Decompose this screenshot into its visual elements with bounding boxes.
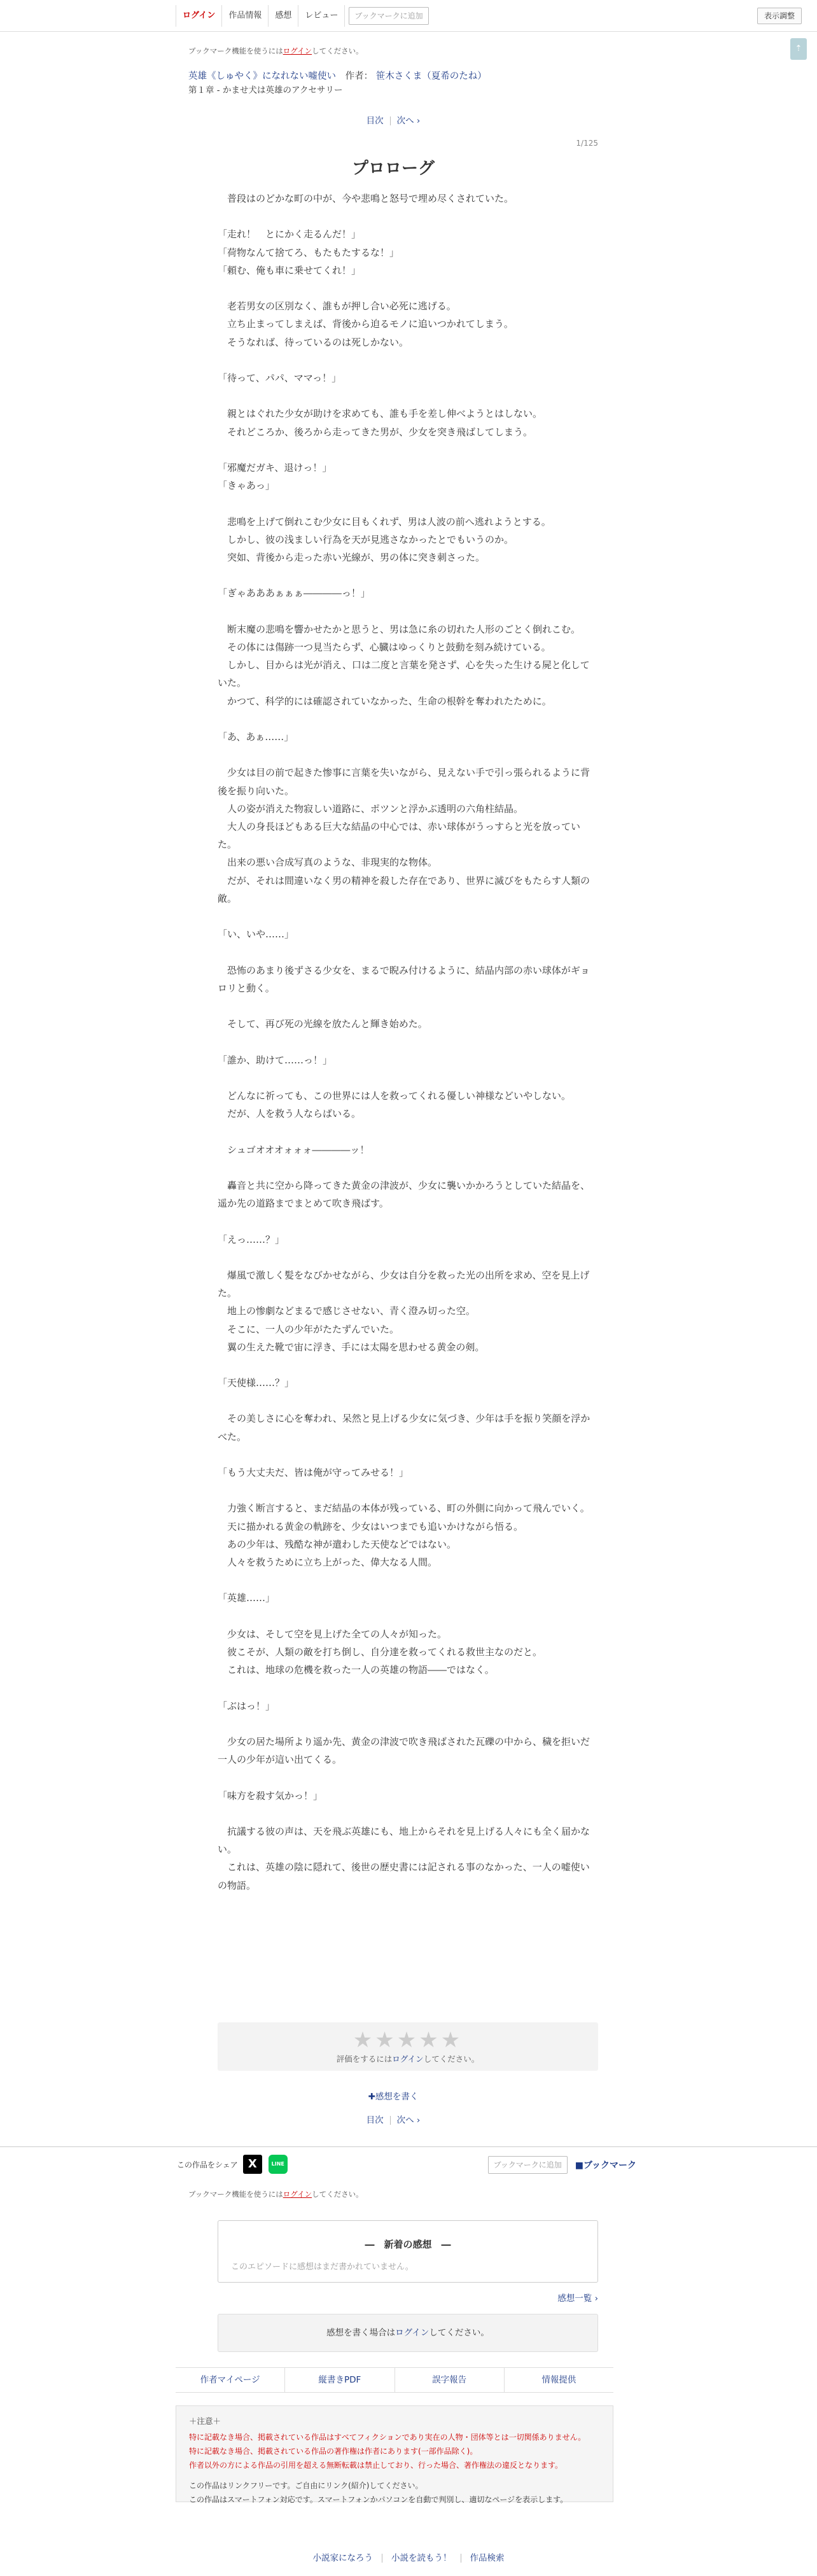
toc-link-bottom[interactable]: 目次: [366, 2115, 384, 2125]
body-paragraph: 出来の悪い合成写真のような、非現実的な物体。: [218, 857, 438, 869]
rating-login-notice: [218, 2053, 598, 2064]
body-paragraph: 「味方を殺す気かっ！」: [218, 1789, 323, 1802]
novel-body: [218, 190, 598, 1894]
body-paragraph: 「邪魔だガキ、退けっ！」: [218, 461, 332, 473]
body-paragraph: だが、人を救う人ならばいる。: [218, 1108, 361, 1120]
body-paragraph: 「えっ……？」: [218, 1233, 285, 1245]
body-paragraph: [218, 441, 598, 459]
body-paragraph: [218, 1446, 598, 1464]
rating-login-link[interactable]: ログイン: [392, 2054, 424, 2064]
body-paragraph: [218, 494, 598, 512]
body-paragraph: 「頼む、俺も車に乗せてくれ！」: [218, 264, 361, 276]
body-paragraph: 「もう大丈夫だ、皆は俺が守ってみせる！」: [218, 1467, 409, 1479]
body-paragraph: 老若男女の区別なく、誰もが押し合い必死に逃げる。: [218, 300, 456, 312]
body-paragraph: そこに、一人の少年がたたずんでいた。: [218, 1323, 400, 1335]
footer-links: [0, 2551, 817, 2563]
share-bar: [177, 2155, 288, 2174]
body-paragraph: そして、再び死の光線を放たんと輝き始めた。: [218, 1018, 428, 1030]
next-link-bottom[interactable]: 次へ ›: [396, 2115, 421, 2125]
body-paragraph: 少女は、そして空を見上げた全ての人々が知った。: [218, 1628, 447, 1640]
body-paragraph: しかし、目からは光が消え、口は二度と言葉を発さず、心を失った生ける屍と化していた。: [218, 659, 590, 689]
body-paragraph: 彼こそが、人類の敵を打ち倒し、自分達を救ってくれる救世主なのだと。: [218, 1646, 543, 1658]
body-paragraph: [218, 387, 598, 405]
body-paragraph: これは、地球の危機を救った一人の英雄の物語――ではなく。: [218, 1664, 494, 1676]
body-paragraph: 普段はのどかな町の中が、今や悲鳴と怒号で埋め尽くされていた。: [218, 193, 514, 204]
body-paragraph: 恐怖のあまり後ずさる少女を、まるで睨み付けるように、結晶内部の赤い球体がギョロリと動く。: [218, 964, 590, 994]
notice-text: ブックマーク機能を使うには: [188, 46, 283, 55]
body-paragraph: 翼の生えた靴で宙に浮き、手には太陽を思わせる黄金の剣。: [218, 1341, 485, 1353]
write-impression-link[interactable]: ✚感想を書く: [368, 2092, 419, 2102]
body-paragraph: [218, 746, 598, 764]
novel-title-link[interactable]: 英雄《しゅやく》になれない嘘使い: [188, 71, 336, 81]
notice2-login-link[interactable]: ログイン: [283, 2190, 312, 2199]
body-paragraph: 突如、背後から走った赤い光線が、男の体に突き刺さった。: [218, 551, 485, 563]
caution-gray-line: この作品はリンクフリーです。ご自由にリンク(紹介)してください。: [189, 2481, 423, 2490]
body-paragraph: 少女は目の前で起きた惨事に言葉を失いながら、見えない手で引っ張られるように背後を振り向いた。: [218, 767, 590, 797]
pager-bottom: [188, 2113, 598, 2125]
body-paragraph: 轟音と共に空から降ってきた黄金の津波が、少女に襲いかかろうとしていた結晶を、遥か先の道路までまとめて吹き飛ばす。: [218, 1179, 590, 1210]
body-paragraph: [218, 1356, 598, 1374]
body-paragraph: 人々を救うために立ち上がった、偉大なる人間。: [218, 1557, 438, 1569]
line-share-icon[interactable]: LINE: [269, 2155, 288, 2174]
footer-link-narou[interactable]: 小説家になろう: [312, 2553, 373, 2563]
bookmark-add-button-bottom[interactable]: ブックマークに追加: [488, 2156, 568, 2174]
writebox-text-end: してください。: [429, 2328, 489, 2338]
body-paragraph: [218, 1033, 598, 1051]
body-paragraph: 「天使様……？」: [218, 1377, 295, 1389]
new-impressions-box: [218, 2220, 598, 2283]
notice-login-link[interactable]: ログイン: [283, 46, 312, 55]
pager-top: [188, 113, 598, 126]
body-paragraph: 「ぎゃあああぁぁぁ――――っ！」: [218, 587, 370, 599]
caution-red-line: 特に記載なき場合、掲載されている作品の著作権は作者にあります(一部作品除く)。: [189, 2447, 478, 2456]
body-paragraph: [218, 1212, 598, 1230]
share-label: この作品をシェア: [177, 2160, 238, 2169]
body-paragraph: 爆風で激しく髪をなびかせながら、少女は自分を救った光の出所を求め、空を見上げた。: [218, 1269, 590, 1299]
arrow-up-icon: ⇡: [795, 44, 802, 53]
body-paragraph: 少女の居た場所より遥か先、黄金の津波で吹き飛ばされた瓦礫の中から、穢を拒いだ一人の少年が這い出てくる。: [218, 1736, 590, 1766]
body-paragraph: それどころか、後ろから走ってきた男が、少女を突き飛ばしてしまう。: [218, 426, 533, 438]
caution-box: [176, 2405, 613, 2502]
rating-text-end: してください。: [423, 2054, 480, 2064]
chapter-title: 第１章 - かませ犬は英雄のアクセサリー: [188, 85, 343, 95]
body-paragraph: [218, 1249, 598, 1266]
caution-gray-line: この作品はスマートフォン対応です。スマートフォンかパソコンを自動で判別し、適切なページを表示します。: [189, 2495, 568, 2504]
body-paragraph: [218, 1123, 598, 1140]
bookmark-login-notice-bottom: [188, 2189, 363, 2199]
top-bar: [0, 0, 817, 32]
body-paragraph: 断末魔の悲鳴を響かせたかと思うと、男は急に糸の切れた人形のごとく倒れこむ。: [218, 623, 581, 635]
body-paragraph: [218, 1159, 598, 1177]
info-provide-link[interactable]: 情報提供: [541, 2375, 576, 2385]
body-paragraph: 「荷物なんて捨てろ、もたもたするな！」: [218, 246, 400, 258]
body-paragraph: 天に描かれる黄金の軌跡を、少女はいつまでも追いかけながら悟る。: [218, 1520, 524, 1532]
page-top-button[interactable]: [790, 38, 807, 60]
bookmark-button[interactable]: ■ブックマーク: [575, 2160, 636, 2171]
write-impression-login-box: [218, 2314, 598, 2352]
body-paragraph: 力強く断言すると、まだ結晶の本体が残っている、町の外側に向かって飛んでいく。: [218, 1502, 590, 1515]
divider: [0, 2146, 817, 2147]
bookmark-login-notice: [188, 46, 363, 56]
body-paragraph: だが、それは間違いなく男の精神を殺した存在であり、世界に滅びをもたらす人類の敵。: [218, 874, 590, 904]
body-paragraph: [218, 943, 598, 961]
body-paragraph: [218, 1715, 598, 1733]
body-paragraph: [218, 907, 598, 925]
caution-red-line: 特に記載なき場合、掲載されている作品はすべてフィクションであり実在の人物・団体等とは一切関係ありません。: [189, 2433, 586, 2442]
body-paragraph: 「待って、パパ、ママっ！」: [218, 372, 342, 384]
body-paragraph: 大人の身長ほどもある巨大な結晶の中心では、赤い球体がうっすらと光を放っていた。: [218, 820, 581, 851]
body-paragraph: [218, 279, 598, 297]
bottom-links: [176, 2367, 613, 2393]
body-paragraph: 人の姿が消えた物寂しい道路に、ポツンと浮かぶ透明の六角柱結晶。: [218, 802, 524, 815]
body-paragraph: [218, 1805, 598, 1823]
bookmark-bar: [488, 2156, 636, 2174]
author-label: 作者：: [345, 71, 374, 81]
episode-title: プロローグ: [351, 159, 435, 178]
body-paragraph: 悲鳴を上げて倒れこむ少女に目もくれず、男は人波の前へ逃れようとする。: [218, 515, 551, 528]
body-paragraph: あの少年は、残酷な神が遣わした天使などではない。: [218, 1538, 457, 1550]
body-paragraph: [218, 997, 598, 1015]
body-paragraph: 「走れ！ とにかく走るんだ！」: [218, 228, 361, 241]
impressions-heading: ― 新着の感想 ―: [365, 2239, 451, 2250]
body-paragraph: [218, 603, 598, 620]
login-link[interactable]: ログイン: [176, 5, 222, 27]
vertical-pdf-link[interactable]: 縦書きPDF: [285, 2368, 395, 2392]
impressions-empty: このエピソードに感想はまだ書かれていません。: [231, 2262, 414, 2272]
page-number: 1/125: [576, 139, 598, 148]
footer-link-yomou[interactable]: 小説を読もう！: [391, 2553, 452, 2563]
body-paragraph: [218, 1392, 598, 1410]
body-paragraph: シュゴオオオォォォ――――ッ！: [218, 1144, 370, 1156]
body-paragraph: 地上の惨劇などまるで感じさせない、青く澄み切った空。: [218, 1305, 475, 1317]
body-paragraph: これは、英雄の陰に隠れて、後世の歴史書には記される事のなかった、一人の嘘使いの物語。: [218, 1861, 590, 1891]
body-paragraph: 「誰か、助けて……っ！」: [218, 1054, 333, 1066]
novel-info-link[interactable]: 作品情報: [222, 5, 269, 27]
toc-link[interactable]: 目次: [366, 116, 384, 126]
rating-text: 評価をするには: [336, 2054, 393, 2064]
body-paragraph: 「あ、あぁ……」: [218, 731, 294, 743]
author-mypage-link[interactable]: 作者マイページ: [176, 2368, 285, 2392]
caution-red-line: 作者以外の方による作品の引用を超える無断転載は禁止しており、行った場合、著作権法の違反となります。: [189, 2461, 563, 2470]
body-paragraph: [218, 1607, 598, 1625]
body-paragraph: 「英雄……」: [218, 1592, 276, 1604]
footer-link-search[interactable]: 作品検索: [470, 2553, 505, 2563]
body-paragraph: [218, 1768, 598, 1786]
notice2-text-end: してください。: [312, 2190, 363, 2199]
body-paragraph: その体には傷跡一つ見当たらず、心臓はゆっくりと鼓動を刻み続けている。: [218, 641, 551, 653]
body-paragraph: [218, 1571, 598, 1589]
novel-header: [188, 69, 487, 82]
bookmark-add-button[interactable]: ブックマークに追加: [349, 7, 428, 25]
body-paragraph: [218, 1069, 598, 1087]
body-paragraph: そうなれば、待っているのは死しかない。: [218, 336, 409, 348]
body-paragraph: しかし、彼の浅ましい行為を天が見逃さなかったとでもいうのか。: [218, 533, 514, 545]
writebox-text: 感想を書く場合は: [326, 2328, 396, 2338]
body-paragraph: 立ち止まってしまえば、背後から迫るモノに追いつかれてしまう。: [218, 318, 513, 330]
body-paragraph: [218, 351, 598, 369]
rating-box: [218, 2022, 598, 2071]
impressions-link[interactable]: 感想: [269, 5, 298, 27]
body-paragraph: [218, 1481, 598, 1499]
body-paragraph: かつて、科学的には確認されていなかった、生命の根幹を奪われたために。: [218, 695, 552, 707]
review-link[interactable]: レビュー: [298, 5, 345, 27]
writebox-login-link[interactable]: ログイン: [395, 2328, 429, 2338]
body-paragraph: [218, 207, 598, 225]
body-paragraph: 「きゃあっ」: [218, 480, 275, 492]
body-paragraph: 「ぶはっ！」: [218, 1700, 276, 1712]
body-paragraph: 抗議する彼の声は、天を飛ぶ英雄にも、地上からそれを見上げる人々にも全く届かない。: [218, 1826, 590, 1856]
body-paragraph: [218, 710, 598, 728]
body-paragraph: 「い、いや……」: [218, 928, 295, 941]
body-paragraph: その美しさに心を奪われ、呆然と見上げる少女に気づき、少年は手を振り笑顔を浮かべた。: [218, 1413, 590, 1443]
body-paragraph: どんなに祈っても、この世界には人を救ってくれる優しい神様などいやしない。: [218, 1089, 571, 1102]
body-paragraph: [218, 566, 598, 584]
rating-stars[interactable]: ★★★★★: [353, 2027, 463, 2053]
author-link[interactable]: 笹木さくま（夏希のたね）: [375, 71, 487, 81]
impressions-list-link[interactable]: 感想一覧 ›: [557, 2293, 598, 2304]
top-nav: [176, 5, 429, 27]
display-settings-button[interactable]: 表示調整: [757, 8, 802, 24]
body-paragraph: [218, 1679, 598, 1697]
x-share-icon[interactable]: X: [243, 2155, 262, 2174]
notice2-text: ブックマーク機能を使うには: [188, 2190, 283, 2199]
body-paragraph: 親とはぐれた少女が助けを求めても、誰も手を差し伸べようとはしない。: [218, 408, 543, 420]
notice-text-end: してください。: [312, 46, 363, 55]
next-link[interactable]: 次へ ›: [396, 116, 421, 126]
typo-report-link[interactable]: 誤字報告: [395, 2368, 505, 2392]
caution-title: ＋注意＋: [189, 2416, 221, 2426]
